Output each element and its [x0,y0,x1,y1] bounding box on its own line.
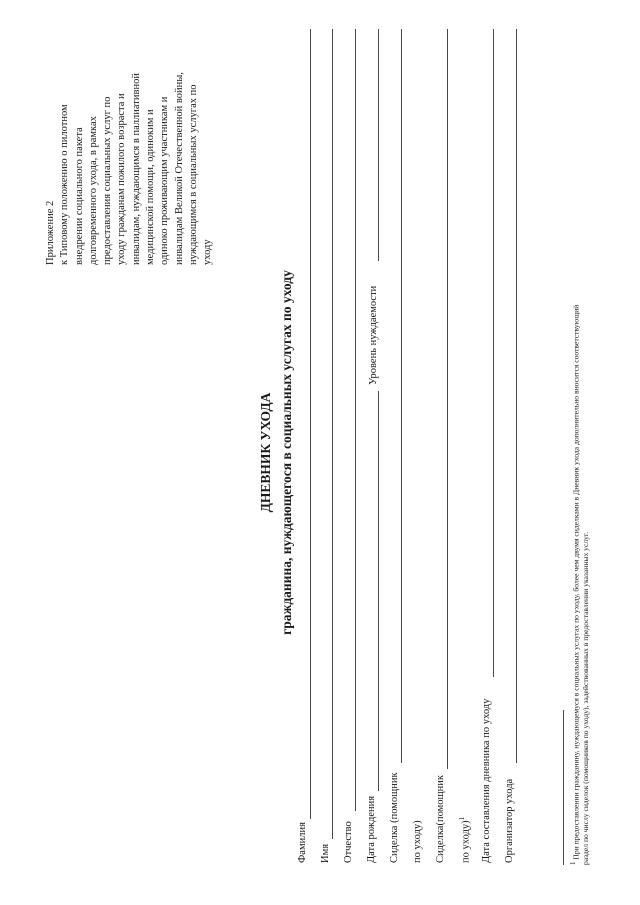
appendix-line: уходу [202,239,214,265]
need-level-label: Уровень нуждаемости [368,285,379,385]
appendix-line: нуждающимся в социальных услугах по [187,84,199,265]
caregiver-1-label-line2: по уходу) [412,820,423,863]
caregiver-1-line[interactable] [401,29,402,763]
footnote-text-1: При предоставлении гражданину, нуждающемуся в социальных услугах по уходу, более чем двумя сиделками в Дневник ухода дополнительно вносится соответствующий [571,304,581,860]
surname-line[interactable] [310,29,311,819]
surname-label: Фамилия [297,822,308,863]
name-label: Имя [320,843,331,863]
appendix-line: внедрении социального пакета [73,127,85,265]
appendix-line: предоставления социальных услуг по [102,96,114,265]
caregiver-2-label-line2 [458,817,472,863]
birth-date-label: Дата рождения [366,795,377,863]
footnote-line: раздел по числу сиделок (помощников по уходу), задействованных в предоставлении указанных услуг. [581,531,590,865]
appendix-line: Приложение 2 [45,200,56,265]
diary-date-line[interactable] [493,29,494,677]
caregiver-2-label-line1: Сиделка(помощник [435,775,446,863]
footnote-divider [563,710,564,865]
appendix-line: инвалидам, нуждающимся в паллиативной [130,73,142,265]
name-line[interactable] [332,29,333,839]
appendix-line: долговременного ухода, в рамках [87,116,99,265]
caregiver-2-label-text: по уходу) [460,820,472,863]
birth-date-line[interactable] [378,391,379,791]
patronymic-line[interactable] [355,29,356,811]
footnote-mark: 1 [569,861,577,865]
need-level-line[interactable] [378,29,379,261]
caregiver-2-line[interactable] [447,29,448,769]
footnote-line [569,305,581,865]
care-organizer-label: Организатор ухода [504,778,515,863]
appendix-line: медицинской помощи, одиноким и [145,109,157,265]
caregiver-1-label-line1: Сиделка (помощник [389,772,400,863]
document-title: ДНЕВНИК УХОДА [258,392,273,513]
appendix-line: к Типовому положению о пилотном [59,104,71,265]
footnote-reference: 1 [458,816,466,821]
care-organizer-line[interactable] [516,29,517,763]
diary-date-label: Дата составления дневника по уходу [481,698,492,863]
appendix-line: одиноко проживающим участникам и [159,96,171,265]
appendix-header [44,25,216,265]
appendix-line: уходу гражданам пожилого возраста и [116,93,128,265]
document-subtitle: гражданина, нуждающегося в социальных услугах по уходу [279,270,294,635]
patronymic-label: Отчество [343,821,354,863]
appendix-line: инвалидам Великой Отечественной войны, [173,72,185,265]
